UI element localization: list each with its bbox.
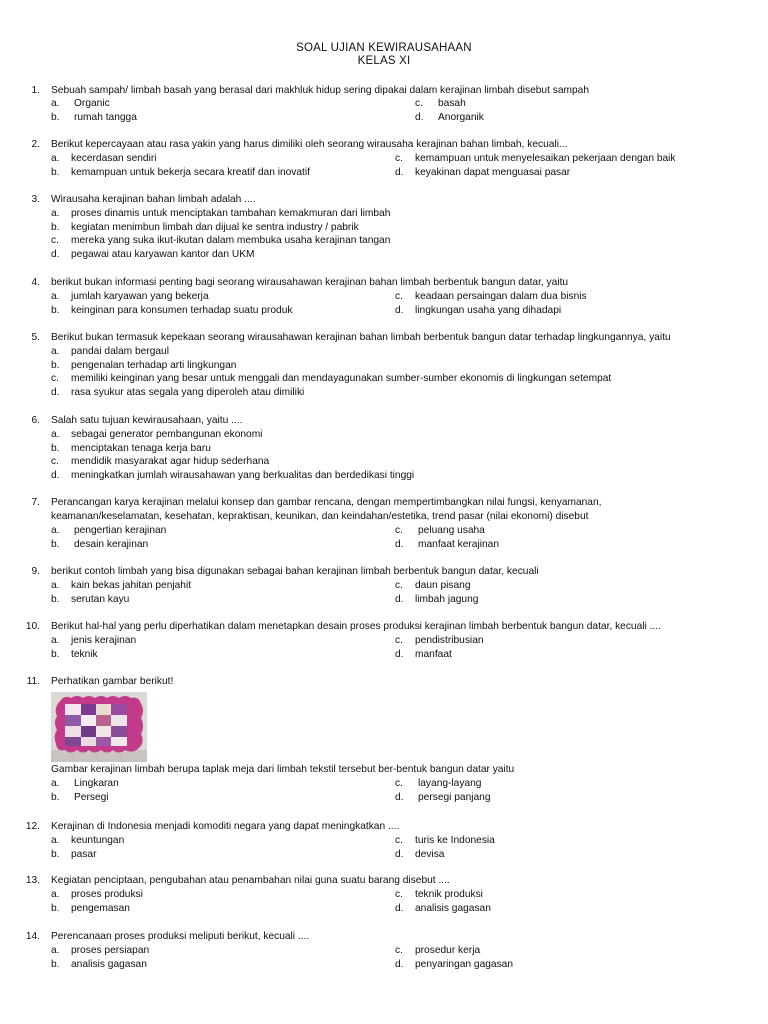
option-b: b. Persegi [51, 792, 109, 803]
question-number: 1. [31, 85, 40, 96]
question-number: 3. [31, 194, 40, 205]
option-a: a. pandai dalam bergaul [51, 346, 169, 357]
page-subtitle: KELAS XI [357, 55, 411, 67]
option-d: d. devisa [395, 849, 445, 860]
quilt-tablecloth-image [51, 692, 147, 762]
question-number: 7. [31, 497, 40, 508]
option-d: d. manfaat kerajinan [395, 539, 499, 550]
question-text: Perhatikan gambar berikut! [51, 676, 174, 687]
question-number: 12. [25, 821, 40, 832]
option-b: b. desain kerajinan [51, 539, 149, 550]
option-d: d. analisis gagasan [395, 903, 491, 914]
question-text: Sebuah sampah/ limbah basah yang berasal dari makhluk hidup sering dipakai dalam kerajinan limbah disebut sampah [51, 85, 589, 96]
option-b: b. serutan kayu [51, 594, 130, 605]
option-a: a. sebagai generator pembangunan ekonomi [51, 429, 263, 440]
option-b: b. pasar [51, 849, 97, 860]
question-text: Kerajinan di Indonesia menjadi komoditi negara yang dapat meningkatkan .... [51, 821, 400, 832]
option-b: b. pengemasan [51, 903, 130, 914]
option-b: b. pengenalan terhadap arti lingkungan [51, 360, 237, 371]
option-d: d. persegi panjang [395, 792, 491, 803]
question-number: 10. [25, 621, 40, 632]
option-c: c. turis ke Indonesia [395, 835, 495, 846]
option-a: a. kain bekas jahitan penjahit [51, 580, 192, 591]
option-a: a. proses dinamis untuk menciptakan tambahan kemakmuran dari limbah [51, 208, 391, 219]
question-text: Berikut hal-hal yang perlu diperhatikan dalam menetapkan desain proses produksi kerajinan limbah berbentuk bangun datar, kecuali .... [51, 621, 661, 632]
option-c: c. mendidik masyarakat agar hidup sederhana [51, 456, 270, 467]
question-text: Perancangan karya kerajinan melalui konsep dan gambar rencana, dengan mempertimbangkan nilai fungsi, kenyamanan, [51, 497, 602, 508]
option-c: c. layang-layang [395, 778, 482, 789]
option-d: d. penyaringan gagasan [395, 959, 513, 970]
question-text-line-2: keamanan/keselamatan, kesehatan, kepraktisan, keunikan, dan keindahan/estetika, trend pasar (nilai ekonomi) disebut [51, 511, 589, 522]
option-a: a. proses persiapan [51, 945, 150, 956]
option-a: a. jumlah karyawan yang bekerja [51, 291, 209, 302]
option-b: b. menciptakan tenaga kerja baru [51, 443, 211, 454]
question-text: berikut bukan informasi penting bagi seorang wirausahawan kerajinan bahan limbah berbentuk bangun datar, yaitu [51, 277, 569, 288]
option-c: c. mereka yang suka ikut-ikutan dalam membuka usaha kerajinan tangan [51, 235, 391, 246]
option-d: d. limbah jagung [395, 594, 479, 605]
option-c: c. memiliki keinginan yang besar untuk menggali dan mendayagunakan sumber-sumber ekonomis di lingkungan setempat [51, 373, 612, 384]
option-d: d. meningkatkan jumlah wirausahawan yang berkualitas dan berdedikasi tinggi [51, 470, 415, 481]
option-a: a. keuntungan [51, 835, 125, 846]
option-c: c. prosedur kerja [395, 945, 481, 956]
option-d: d. manfaat [395, 649, 452, 660]
question-text: Kegiatan penciptaan, pengubahan atau penambahan nilai guna suatu barang disebut .... [51, 875, 450, 886]
option-a: a. pengertian kerajinan [51, 525, 167, 536]
option-d: d. Anorganik [415, 112, 484, 123]
question-number: 4. [31, 277, 40, 288]
option-d: d. pegawai atau karyawan kantor dan UKM [51, 249, 255, 260]
option-c: c. teknik produksi [395, 889, 483, 900]
option-d: d. rasa syukur atas segala yang diperoleh atau dimiliki [51, 387, 305, 398]
option-a: a. Organic [51, 98, 110, 109]
option-a: a. Lingkaran [51, 778, 119, 789]
question-number: 14. [25, 931, 40, 942]
option-c: c. keadaan persaingan dalam dua bisnis [395, 291, 587, 302]
option-c: c. basah [415, 98, 466, 109]
question-text: Wirausaha kerajinan bahan limbah adalah .... [51, 194, 256, 205]
question-number: 2. [31, 139, 40, 150]
option-b: b. kemampuan untuk bekerja secara kreatif dan inovatif [51, 167, 310, 178]
question-text: Perencanaan proses produksi meliputi berikut, kecuali .... [51, 931, 310, 942]
option-c: c. kemampuan untuk menyelesaikan pekerjaan dengan baik [395, 153, 676, 164]
page-title: SOAL UJIAN KEWIRAUSAHAAN [296, 42, 472, 54]
question-text: Berikut kepercayaan atau rasa yakin yang harus dimiliki oleh seorang wirausaha kerajinan bahan limbah, kecuali... [51, 139, 568, 150]
question-number: 13. [25, 875, 40, 886]
question-number: 9. [31, 566, 40, 577]
question-number: 6. [31, 415, 40, 426]
option-b: b. keinginan para konsumen terhadap suatu produk [51, 305, 293, 316]
option-c: c. peluang usaha [395, 525, 485, 536]
option-b: b. analisis gagasan [51, 959, 147, 970]
question-number: 5. [31, 332, 40, 343]
option-b: b. kegiatan menimbun limbah dan dijual ke sentra industry / pabrik [51, 222, 359, 233]
option-d: d. keyakinan dapat menguasai pasar [395, 167, 571, 178]
option-d: d. lingkungan usaha yang dihadapi [395, 305, 562, 316]
question-text-line-2: Gambar kerajinan limbah berupa taplak meja dari limbah tekstil tersebut ber-bentuk bangun datar yaitu [51, 764, 515, 775]
option-c: c. pendistribusian [395, 635, 484, 646]
option-a: a. proses produksi [51, 889, 143, 900]
option-a: a. kecerdasan sendiri [51, 153, 157, 164]
option-b: b. teknik [51, 649, 98, 660]
option-c: c. daun pisang [395, 580, 471, 591]
question-text: Salah satu tujuan kewirausahaan, yaitu .... [51, 415, 243, 426]
option-b: b. rumah tangga [51, 112, 137, 123]
question-text: berikut contoh limbah yang bisa digunakan sebagai bahan kerajinan limbah berbentuk bangun datar, kecuali [51, 566, 539, 577]
question-text: Berikut bukan termasuk kepekaan seorang wirausahawan kerajinan bahan limbah berbentuk bangun datar terhadap lingkungannya, yaitu [51, 332, 671, 343]
option-a: a. jenis kerajinan [51, 635, 137, 646]
question-number: 11. [26, 676, 40, 687]
